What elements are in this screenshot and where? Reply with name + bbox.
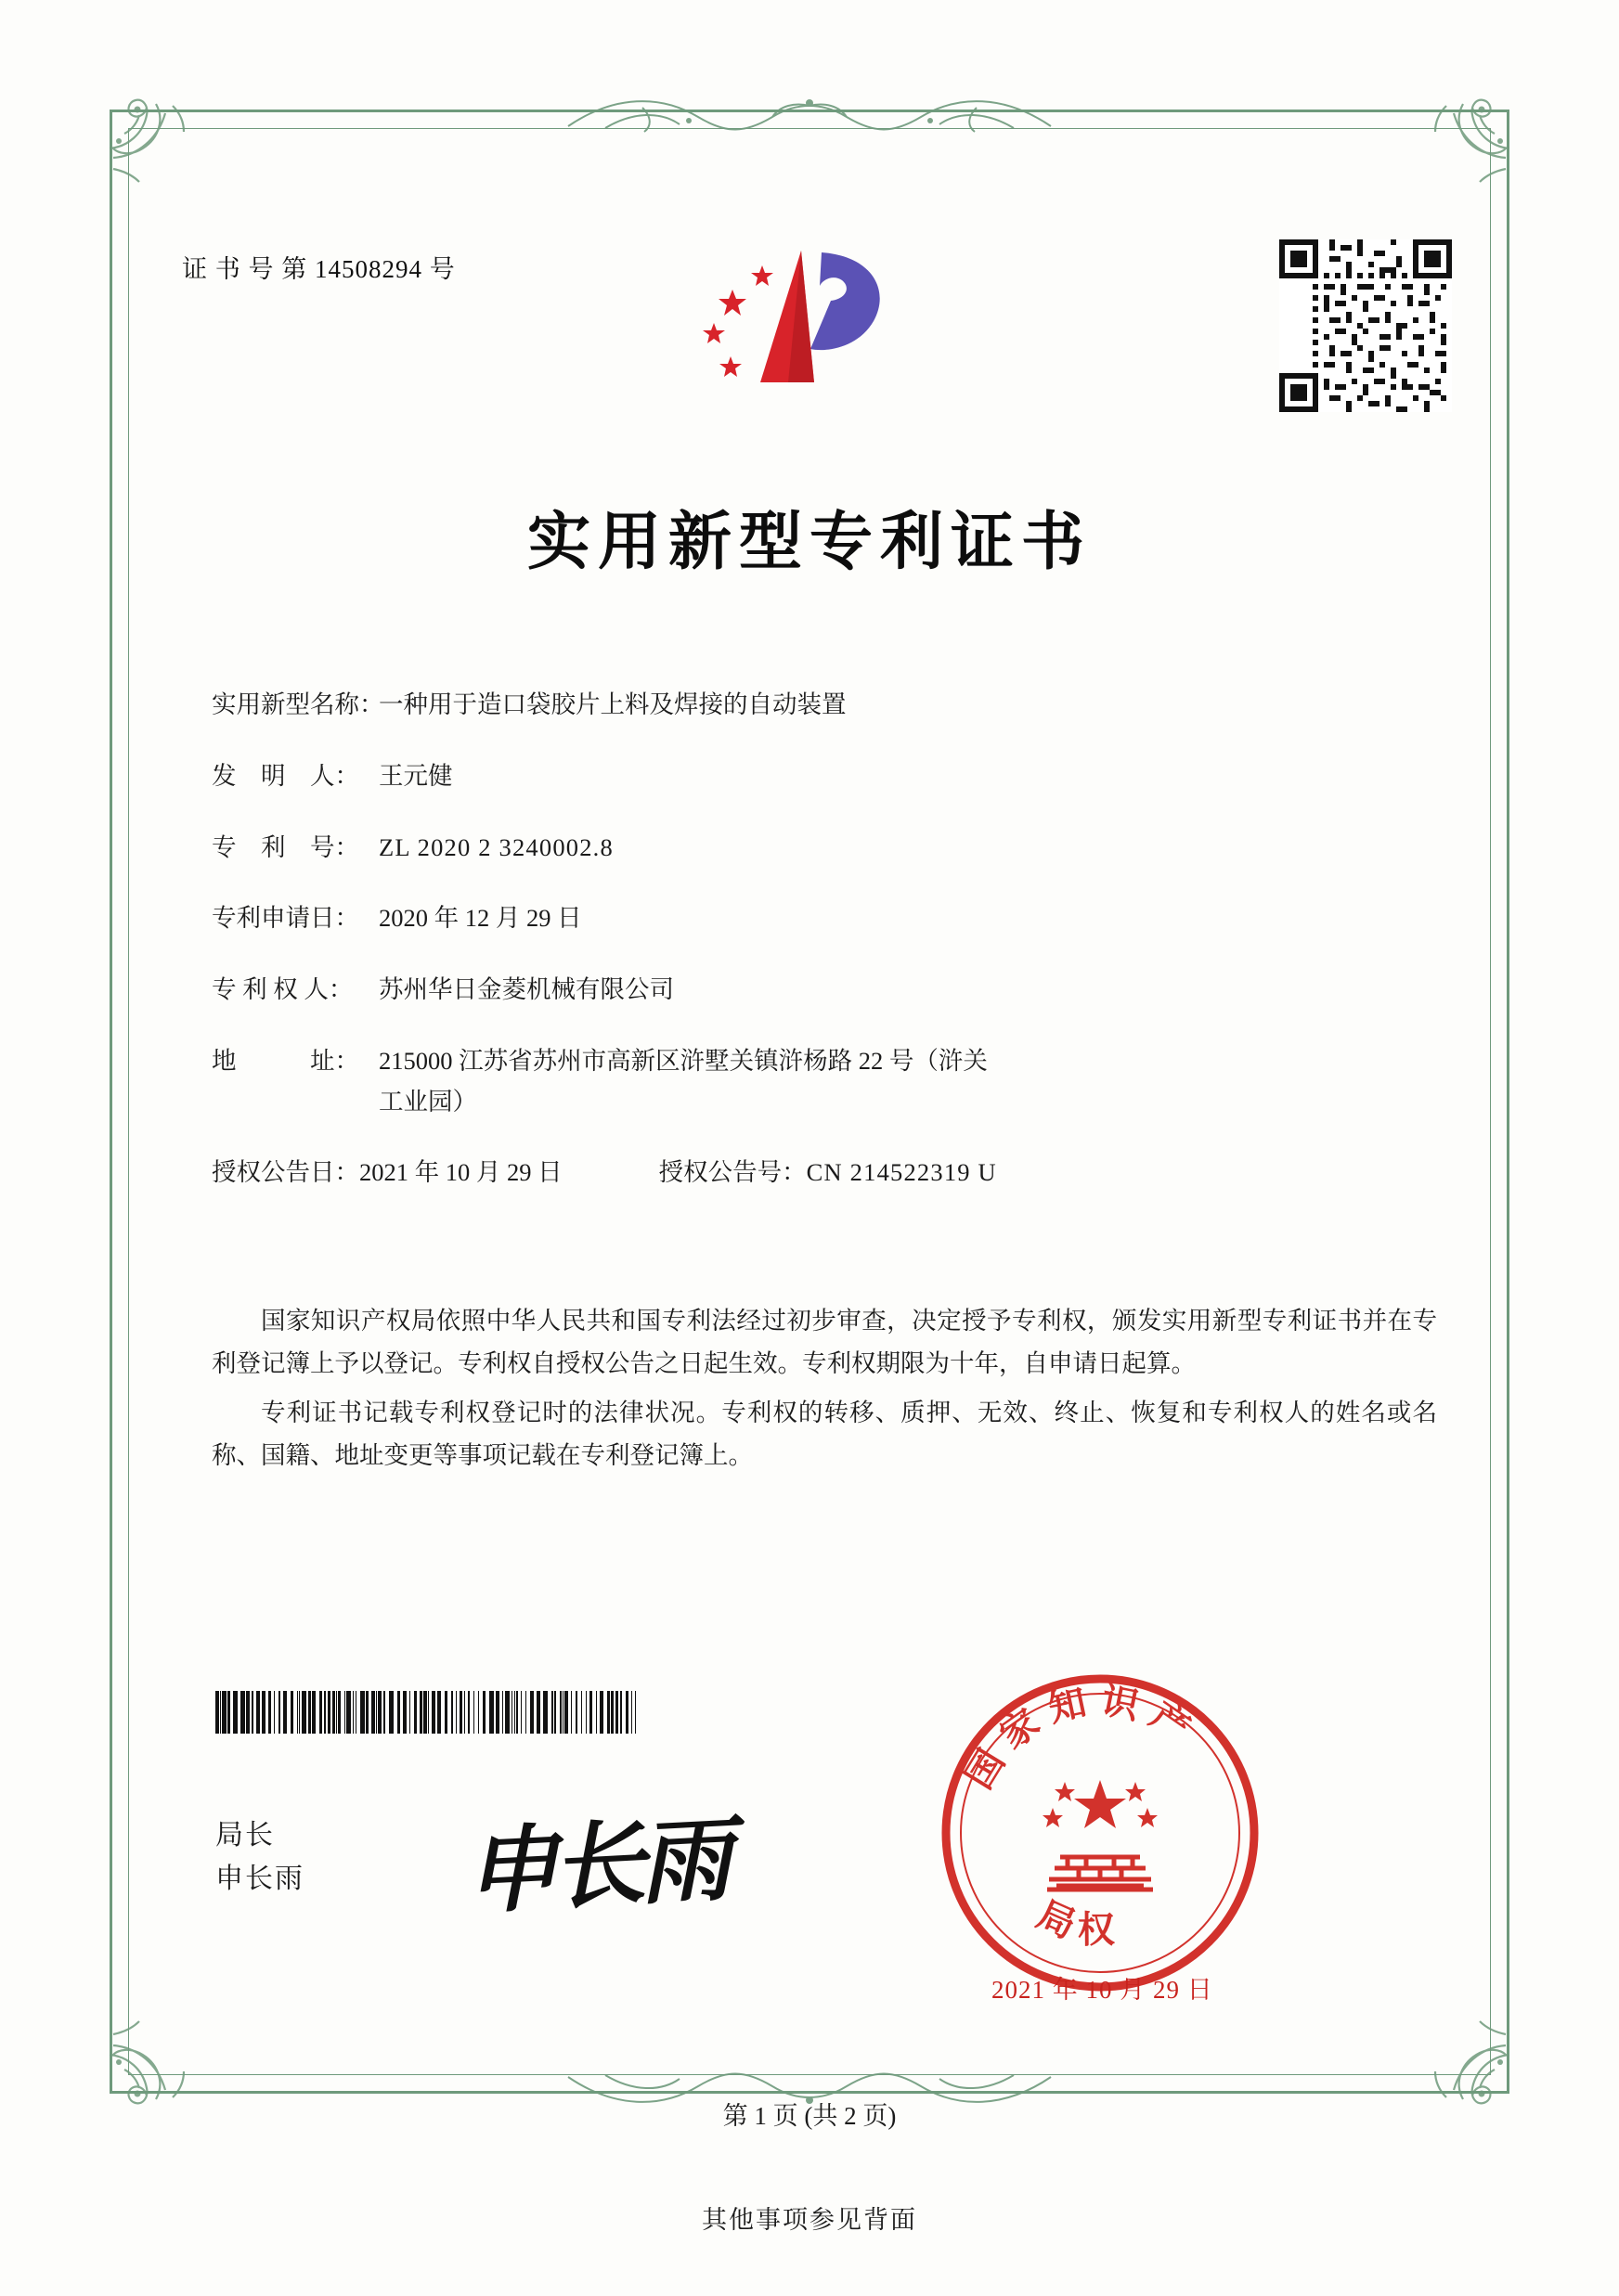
field-patent-number xyxy=(212,830,1433,867)
page-number: 第 1 页 (共 2 页) xyxy=(722,2102,897,2130)
svg-text:国家知识产: 国家知识产 xyxy=(957,1679,1207,1797)
field-value: 王元健 xyxy=(379,761,453,790)
seal-date: 2021 年 10 月 29 日 xyxy=(991,1976,1213,2004)
field-inventor xyxy=(212,758,1433,795)
back-side-note: 其他事项参见背面 xyxy=(702,2206,917,2234)
field-label: 专 利 权 人： xyxy=(212,975,354,1003)
field-value: ZL 2020 2 3240002.8 xyxy=(379,832,614,861)
paragraph-1: 国家知识产权局依照中华人民共和国专利法经过初步审查，决定授予专利权，颁发实用新型专利证书并在专利登记簿上予以登记。专利权自授权公告之日起生效。专利权期限为十年，自申请日起算。 xyxy=(212,1307,1437,1378)
field-application-date xyxy=(212,900,1433,937)
field-value: CN 214522319 U xyxy=(806,1158,997,1187)
address-line-1: 215000 江苏省苏州市高新区浒墅关镇浒杨路 22 号（浒关 xyxy=(379,1046,988,1075)
field-value: 2021 年 10 月 29 日 xyxy=(359,1158,563,1187)
field-label: 实用新型名称： xyxy=(212,690,384,718)
field-label: 地 址： xyxy=(212,1046,359,1075)
qr-code-icon xyxy=(1279,239,1452,412)
certificate-fields xyxy=(212,687,1433,1226)
svg-text:局权: 局权 xyxy=(1030,1892,1124,1953)
field-label: 授权公告号： xyxy=(658,1158,807,1187)
grant-number-group xyxy=(659,1154,997,1192)
field-grant-publication xyxy=(212,1154,1433,1192)
field-address xyxy=(212,1043,1433,1121)
cnipa-logo-icon xyxy=(692,243,905,419)
field-label: 专 利 号： xyxy=(212,832,359,861)
page-title: 实用新型专利证书 xyxy=(526,506,1092,579)
paragraph-2: 专利证书记载专利权登记时的法律状况。专利权的转移、质押、无效、终止、恢复和专利权人的姓名或名称、国籍、地址变更等事项记载在专利登记簿上。 xyxy=(212,1398,1437,1470)
certificate-number: 证 书 号 第 14508294 号 xyxy=(182,255,456,283)
field-patentee xyxy=(212,972,1433,1009)
signature-block xyxy=(215,1814,304,1901)
official-seal xyxy=(938,1670,1263,1995)
director-title: 局长 xyxy=(215,1820,275,1851)
top-border-ornament xyxy=(550,89,1069,151)
barcode xyxy=(215,1691,639,1734)
field-value: 苏州华日金菱机械有限公司 xyxy=(379,975,674,1003)
field-value: 2020 年 12 月 29 日 xyxy=(379,904,582,933)
director-name: 申长雨 xyxy=(215,1863,304,1894)
field-label: 授权公告日： xyxy=(212,1158,359,1187)
field-value: 一种用于造口袋胶片上料及焊接的自动装置 xyxy=(379,690,847,718)
field-label: 专利申请日： xyxy=(212,904,359,933)
field-utility-model-name xyxy=(212,687,1433,724)
grant-date-group xyxy=(212,1154,563,1192)
legal-text xyxy=(212,1299,1437,1483)
address-line-2: 工业园） xyxy=(379,1087,477,1116)
field-label: 发 明 人： xyxy=(212,761,359,790)
handwritten-signature: 申长雨 xyxy=(461,1803,730,1928)
